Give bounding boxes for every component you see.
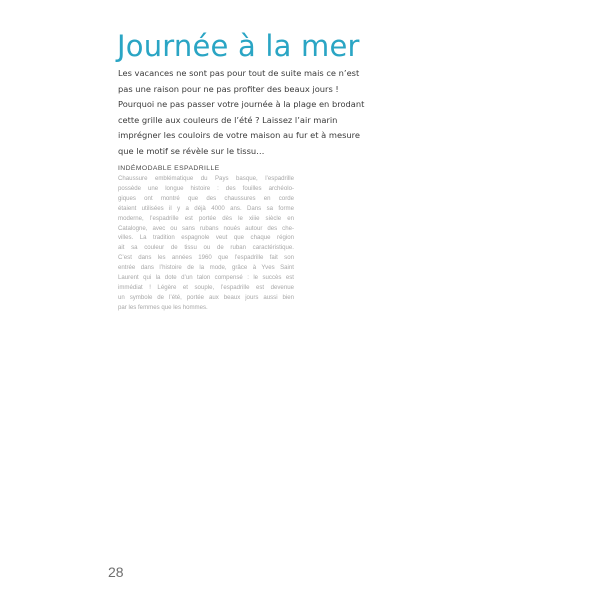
sidebar-line: entrée dans l’histoire de la mode, grâce à Yves Saint bbox=[118, 264, 294, 272]
sidebar-line: étaient utilisées il y a déjà 4000 ans. Dans sa forme bbox=[118, 204, 294, 212]
sidebar-line: par les femmes que les hommes. bbox=[118, 303, 208, 311]
sidebar-line: un symbole de l’été, portée aux beaux jours aussi bien bbox=[118, 293, 294, 301]
sidebar-line: giques ont montré que des chaussures en corde bbox=[118, 194, 294, 202]
sidebar-line: Laurent qui la dote d’un talon compensé : le succès est bbox=[118, 274, 294, 282]
sidebar-line: ait sa couleur de tissu ou de ruban caractéristique. bbox=[118, 244, 294, 252]
page-number: 28 bbox=[108, 564, 124, 580]
sidebar-line: Catalogne, avec ou sans rubans noués autour des che- bbox=[118, 224, 294, 232]
intro-line: Les vacances ne sont pas pour tout de suite mais ce n’est bbox=[118, 68, 360, 78]
intro-line: cette grille aux couleurs de l’été ? Laissez l’air marin bbox=[118, 114, 338, 125]
page-title: Journée à la mer bbox=[117, 29, 360, 63]
sidebar-line: moderne, l’espadrille est portée dès le xiiie siècle en bbox=[118, 214, 294, 222]
sidebar-line: possède une longue histoire : des fouilles archéolo- bbox=[118, 184, 294, 192]
intro-line: imprégner les couloirs de votre maison au fur et à mesure bbox=[118, 130, 360, 141]
sidebar-paragraph bbox=[118, 174, 294, 313]
sidebar-line: Chaussure emblématique du Pays basque, l’espadrille bbox=[118, 175, 294, 182]
intro-line: que le motif se révèle sur le tissu… bbox=[118, 145, 265, 156]
sidebar-line: villes. La tradition espagnole veut que chaque région bbox=[118, 234, 294, 242]
intro-paragraph bbox=[118, 66, 368, 160]
sidebar-line: C’est dans les années 1960 que l’espadrille fait son bbox=[118, 254, 294, 262]
sidebar-line: immédiat ! Légère et souple, l’espadrille est devenue bbox=[118, 283, 294, 291]
intro-line: pas une raison pour ne pas profiter des beaux jours ! bbox=[118, 83, 339, 94]
sidebar-heading: INDÉMODABLE ESPADRILLE bbox=[118, 165, 220, 172]
intro-line: Pourquoi ne pas passer votre journée à la plage en brodant bbox=[118, 99, 365, 110]
